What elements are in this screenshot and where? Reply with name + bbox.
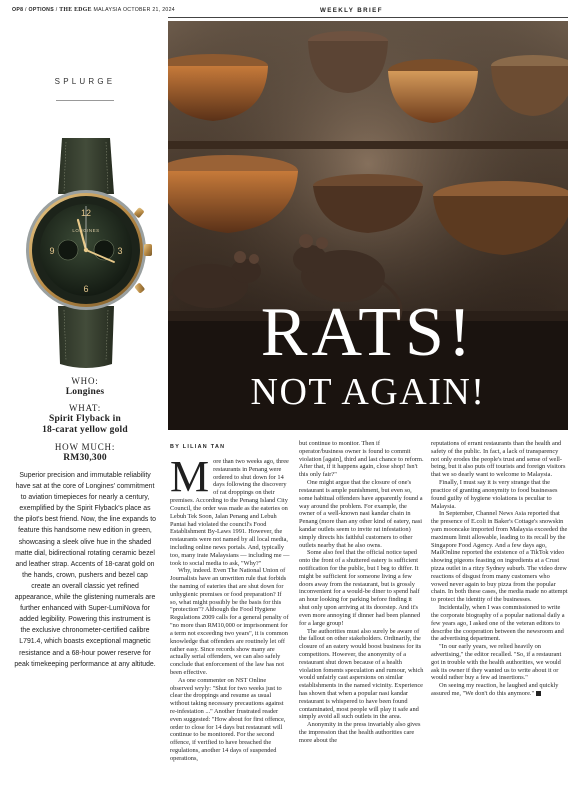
svg-text:6: 6 [83,284,89,294]
article-column-3 [431,440,568,698]
headline-secondary: NOT AGAIN! [250,371,486,413]
folio-page: OP8 [12,7,24,13]
end-mark-icon [536,691,541,696]
sidebar-body-text: Superior precision and immutable reliability have sat at the core of Longines' commitment to aviation timepieces for nearly a century, exemplified by the Spirit Flyback's place as the pilot's best friend. Now, the line expands to feature this handsome new edition in green, showcasing a sleek olive hue in the shaded matte dial, bidirectional rotating ceramic bezel and leather strap. Accents of 18-carat gold on the hands, crown, pushers and bezel cap create an overall classic yet refined appearance, while the glistening numerals are further enhanced with Super-LumiNova for added legibility. Powering this instrument is the exclusive chronometer-certified calibre L791.4, which boasts exceptional magnetic resistance and a 68-hour power reserve for peak timekeeping performance at any altitude. [14,472,156,668]
svg-text:LONGINES: LONGINES [72,228,100,233]
paragraph: Finally, I must say it is very strange that the practice of granting anonymity to food businesses found guilty of hygiene violations is peculiar to Malaysia. [431,479,558,510]
what-value-line1: Spirit Flyback in [48,414,122,424]
splurge-divider [56,100,114,101]
what-label: WHAT: [68,403,102,413]
article-column-1 [170,452,290,763]
svg-text:3: 3 [117,246,123,256]
paragraph: Anonymity in the press invariably also gives the impression that the health authorities care more about the [299,721,421,744]
byline: BY LILIAN TAN [170,444,226,450]
watch-image [18,136,158,371]
paragraph: Why, indeed. Even The National Union of Journalists have an unwritten rule that forbids the naming of eateries that are shut down for unhygienic premises or food preparation? If so, what might possibly be the basis for this "protection"? Although the Food Hygiene Regulations 2009 calls for a general penalty of "no more than RM10,000 or imprisonment for a term not exceeding two years", it is common knowledge that offenders are routinely let off rather easy. Since records show many are actually serial offenders, we can also safely conclude that enforcement of the law has not been effective. [170,567,289,676]
paragraph: "In our early years, we relied heavily on advertising," the editor recalled. "So, if a restaurant got in trouble with the health authorities, we would ask its owner if they wanted us to write about it or would rather buy a few ad insertions." [431,643,562,682]
paragraph: In September, Channel News Asia reported that the presence of E.coli in Baker's Cottage's snowskin yam mooncake imported from Malaysia exceeded the maximum limit allowable, leading to its recall by the Singapore Food Agency. And a few days ago, MailOnline reported the existence of a TikTok video showing pigeons feasting on ingredients at a Crust pizza outlet in a ritzy Sydney suburb. The video drew reactions of disgust from many customers who vowed never again to buy pizza from the popular chain. In both these cases, the media made no attempt to protect the identity of the businesses. [431,510,568,604]
what-value-line2: 18-carat yellow gold [42,425,128,435]
folio-date: OCTOBER 21, 2024 [122,7,175,13]
folio-region: MALAYSIA [93,7,122,13]
who-label: WHO: [71,376,99,386]
paragraph: Some also feel that the official notice taped onto the front of a shuttered eatery is sufficient notification for the public, but I beg to differ. It might be sufficient for someone living a few doors away from the restaurant, but is grossly inconvenient for a would-be diner to spend half an hour looking for parking before finding it shut only upon arriving at its doorstep. And it's even more annoying if dinner had been planned for a large group! [299,549,421,627]
svg-text:9: 9 [49,246,55,256]
how-much-label: HOW MUCH: [54,442,116,452]
folio-publication: THE EDGE [59,7,92,13]
price-value: RM30,300 [63,453,107,463]
paragraph: The authorities must also surely be aware of the fallout on other stakeholders. Ordinarily, the closure of an eatery would boost business for its competitors. However, the anonymity of a restaurant shut down because of a health violation foments speculation and rumour, which would unfairly cast aspersions on similar establishments in the named vicinity. Experience has shown that when a popular nasi kandar restaurant is whispered to have been found contaminated, most people will play it safe and simply avoid all such outlets in the area. [299,627,424,721]
paragraph: ore than two weeks ago, three restaurants in Penang were ordered to shut down for 14 days following the discovery of rat droppings on their premises. According to the Penang Island City Council, the order was made as the eateries on Lebuh Tek Soon, Jalan Penang and Lebuh Pantai had violated the council's Food Establishment By-Laws 1991. However, the restaurants were not named by all local media, including online news portals. And, typically too, many irate Malaysians — including me — took to social media to ask, "Why?" [170,458,290,567]
svg-text:12: 12 [80,208,92,218]
folio: OP8 / OPTIONS / THE EDGE MALAYSIA OCTOBER 21, 2024 [12,7,175,13]
paragraph: One might argue that the closure of one's restaurant is ample punishment, but even so, some habitual offenders have apparently found a way around the problem. For example, the owner of a well-known nasi kandar chain in Penang (more than any other kind of eatery, nasi kandar outlets seem to invite rat infestation) simply directs his faithful customers to other outlets nearby that he also owns. [299,479,423,549]
paragraph: Incidentally, when I was commissioned to write the corporate biography of a popular national daily a few years ago, I asked one of the veteran editors to describe the cooperation between the newsroom and the advertising department. [431,604,565,643]
article-column-2 [299,440,424,745]
paragraph: On seeing my reaction, he laughed and quickly assured me, "We don't do this anymore." [431,682,559,697]
paragraph: reputations of errant restaurants than the health and safety of the public. In fact, a lack of transparency not only erodes the people's trust and sense of well-being, but it also puts off tourists and foreign visitors that we so dearly want to welcome to Malaysia. [431,440,566,479]
section-kicker: WEEKLY BRIEF [320,7,383,14]
drop-cap: M [170,452,210,501]
who-value: Longines [65,387,105,397]
folio-section: OPTIONS [28,7,54,13]
splurge-heading: SPLURGE [54,77,116,86]
header-rule [168,17,568,18]
headline-primary: RATS! [260,294,476,371]
paragraph: but continue to monitor. Then if operator/business owner is found to commit violation [again], third and last chance to reform. After that, if it happens again, close shop! Isn't this only fair?" [299,440,424,479]
paragraph: As one commenter on NST Online observed wryly: "Shut for two weeks just to clear the droppings and resume as usual without taking necessary precautions against re-infestation ..." Another frustrated reader even suggested: "How about for first offence, order to close for 14 days but restaurant will continue to be monitored. For the second offence, if verified to have breached the regulations, another 14 days of suspended operations, [170,676,286,762]
